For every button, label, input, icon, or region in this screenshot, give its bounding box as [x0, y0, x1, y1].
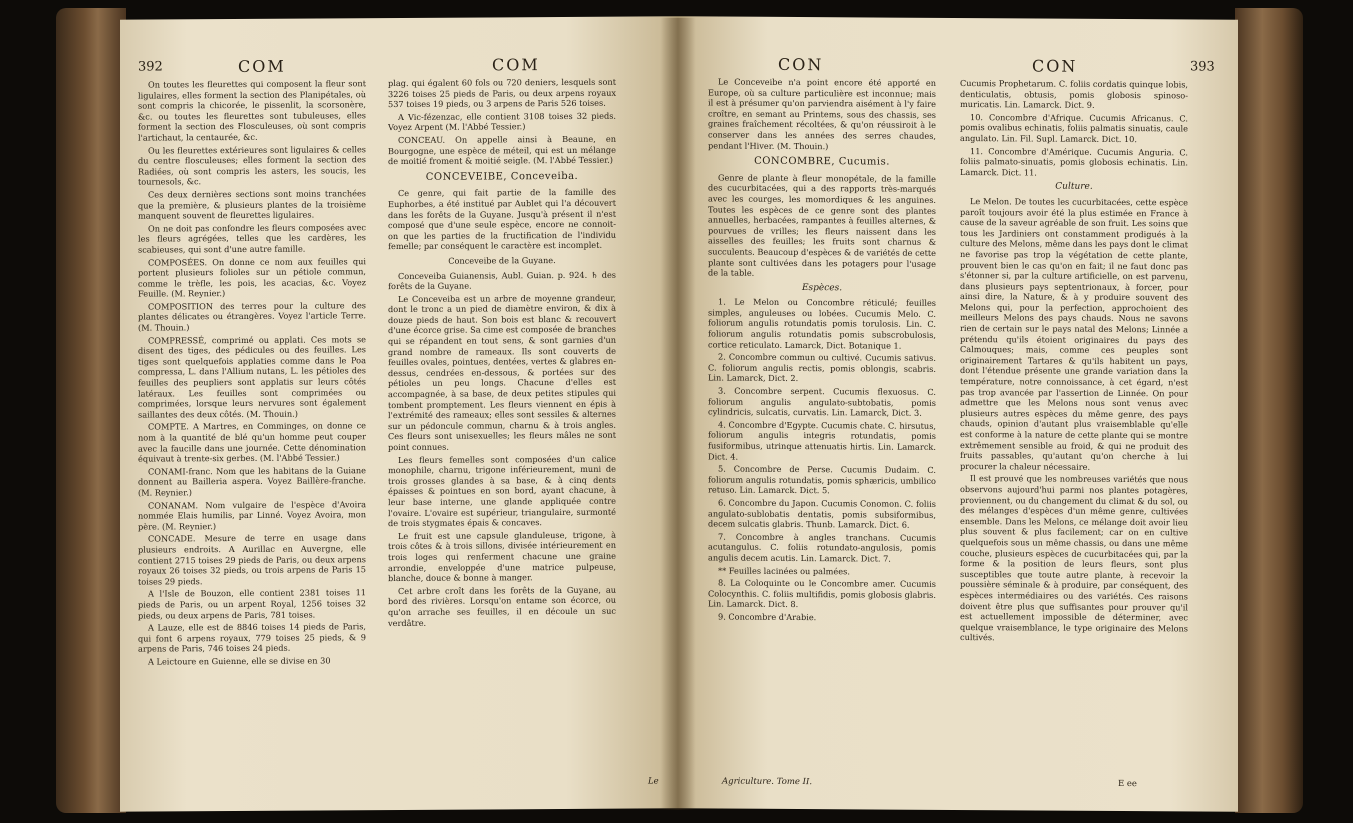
entry-text: COMPOSÉES. On donne ce nom aux feuilles qui portent plusieurs folioles sur un pétiole commun, comme le trèfle, les pois, les acacias, &c. Voyez Feuille. (M. Reynier.): [138, 255, 366, 299]
right-running-head: CON: [778, 54, 824, 75]
right-page: [678, 16, 1238, 811]
entry-text: plag. qui égalent 60 fols ou 720 deniers, lesquels sont 3226 toises 25 pieds de Paris, ou deux arpens royaux 537 toises 19 pieds, ou 3 arpens de Paris 526 toises.: [388, 76, 616, 110]
entry-text: A Vic-fézenzac, elle contient 3108 toises 32 pieds. Voyez Arpent (M. l'Abbé Tessier.): [388, 110, 616, 133]
entry-text: Le Conceveiba est un arbre de moyenne grandeur, dont le tronc a un pied de diamètre environ, & dix à douze pieds de haut. Son bois est blanc & recouvert d'une écorce grise. Sa cime est composée de branches qui se répandent en tout sens, & sont garnies d'un grand nombre de rameaux. Ils sont couverts de feuilles ovales, pointues, dentées, vertes & glabres en-dessus, cendrées en-dessous, & portées sur des pétioles un peu longs. Chacune d'elles est accompagnée, à sa base, de deux petites stipules qui tombent promptement. Les fleurs viennent en épis à l'extrémité des rameaux; elles sont sessiles & alternes sur un pédoncule commun, charnu & à trois angles. Ces fleurs sont unisexuelles; les fleurs mâles ne sont point connues.: [388, 292, 616, 453]
right-column-1: [708, 76, 936, 625]
entry-text: Le fruit est une capsule glanduleuse, trigone, à trois côtes & à trois sillons, divisée intérieurement en trois loges qui renferment chacune une graine arrondie, enveloppée d'une matrice pulpeuse, blanche, douce & bonne à manger.: [388, 529, 616, 584]
right-column-2: [960, 78, 1188, 646]
entry-text: 9. Concombre d'Arabie.: [718, 611, 817, 623]
section-heading: Culture.: [1055, 181, 1093, 193]
entry-text: 4. Concombre d'Egypte. Cucumis chate. C. hirsutus, foliorum angulis integris rotundatis, pomis fusiformibus, utrinque attenuatis hirtis. Lin. Lamarck. Dict. 4.: [708, 419, 936, 462]
entry-text: Conceveiba Guianensis, Aubl. Guian. p. 924. ♄ des forêts de la Guyane.: [388, 269, 616, 292]
left-running-head-2: COM: [492, 55, 540, 75]
entry-title: CONCEVEIBE, Conceveiba.: [425, 170, 579, 183]
volume-footer: Agriculture. Tome II.: [722, 776, 813, 788]
catch-word: Le: [648, 776, 659, 787]
entry-text: Il est prouvé que les nombreuses variétés que nous observons aujourd'hui parmi nos plantes potagères, proviennent, ou du changement du climat & du sol, ou des mélanges d'espèces d'un même genre, cultivées ensemble. Dans les Melons, ce mélange doit avoir lieu plus souvent & plus facilement; car on en cultive quelquefois sous un même chassis, ou dans une même couche, plusieurs espèces de cucurbitacées qui, par la forme & la position de leurs fleurs, sont plus susceptibles que toute autre plante, à recevoir la poussière séminale & à produire, par conséquent, des espèces intermédiaires ou des variétés. Ces raisons doivent être plus que suffisantes pour prouver qu'il est actuellement impossible de déterminer, avec quelque vraisemblance, le type originaire des Melons cultivés.: [960, 473, 1188, 643]
entry-text: ** Feuilles lacinées ou palmées.: [718, 565, 850, 576]
entry-text: CONAMI-franc. Nom que les habitans de la Guiane donnent au Bailleria aspera. Voyez Baillère-franche. (M. Reynier.): [138, 464, 366, 498]
entry-text: On ne doit pas confondre les fleurs composées avec les fleurs agrégées, telles que les cardères, les scabieuses, qui sont d'une autre famille.: [138, 221, 366, 255]
entry-text: Cucumis Prophetarum. C. foliis cordatis quinque lobis, denticulatis, obtusis, pomis globosis spinoso-muricatis. Lin. Lamarck. Dict. 9.: [960, 78, 1188, 111]
entry-text: COMPOSITION des terres pour la culture des plantes délicates ou étrangères. Voyez l'article Terre. (M. Thouin.): [138, 300, 366, 333]
entry-text: Le Conceveibe n'a point encore été apporté en Europe, où sa culture particulière est inconnue; mais il est à présumer qu'on parviendra aisément à l'y faire croître, en semant au Printems, sous des chassis, ses graines fraîchement récoltées, & qu'on réussiroit à le conserver dans les années des serres chaudes, pendant l'Hiver. (M. Thouin.): [708, 76, 936, 151]
left-column-1: [138, 78, 366, 669]
left-page: [120, 16, 678, 811]
entry-text: Ce genre, qui fait partie de la famille des Euphorbes, a été institué par Aublet qui l'a découvert dans les forêts de la Guyane. Jusqu'à présent il n'est composé que d'une seule espèce, encore ne connoit-on que les parties de la fructification de l'individu femelle; par conséquent le caractère est incomplet.: [388, 187, 616, 252]
entry-text: Ou les fleurettes extérieures sont ligulaires & celles du centre flosculeuses; elles forment la section des Radiées, où sont compris les asters, les soucis, les tournesols, &c.: [138, 143, 366, 187]
entry-text: Le Melon. De toutes les cucurbitacées, cette espèce paroît toujours avoir été la plus estimée en France à cause de la saveur agréable de son fruit. Les soins que tous les Jardiniers ont constamment prodigués à la culture des Melons, même dans les pays dont le climat ne favorise pas trop la végétation de cette plante, prouvent bien le cas qu'on en fait; il ne faut donc pas s'étonner si, par la culture artificielle, on est parvenu, dans plusieurs pays septentrionaux, à forcer, pour ainsi dire, la Nature, & à y produire souvent des Melons qui, pour la perfection, approchoient des meilleurs Melons des pays chauds. Nous ne savons rien de certain sur le pays natal des Melons; Linnée a prétendu qu'ils étoient originaires du pays des Calmouques; mais, comme ces peuples sont originairement Tartares & qu'ils habitent un pays, dont l'étendue présente une grande variation dans la température, notre connoissance, à cet égard, n'est pas trop avancée par l'assertion de Linnée. On pour admettre que les Melons nous sont venus avec plusieurs autres espèces du même genre, des pays chauds, opinion d'autant plus vraisemblable qu'elle est conforme à la nature de cette plante qui se montre extrêmement sensible au froid, & qui ne produit des fruits passables, qu'autant qu'on cherche à lui procurer la chaleur nécessaire.: [960, 196, 1188, 472]
entry-text: 2. Concombre commun ou cultivé. Cucumis sativus. C. foliorum angulis rectis, pomis oblongis, scabris. Lin. Lamarck, Dict. 2.: [708, 351, 936, 384]
left-column-2: [388, 77, 616, 630]
left-page-number: 392: [138, 59, 163, 75]
entry-text: 5. Concombre de Perse. Cucumis Dudaim. C. foliorum angulis rotundatis, pomis sphæricis, umbilico retuso. Lin. Lamarck. Dict. 5.: [708, 463, 936, 496]
entry-text: CONCADE. Mesure de terre en usage dans plusieurs endroits. A Aurillac en Auvergne, elle contient 2715 toises 29 pieds de Paris, ou deux arpens royaux 26 toises 32 pieds, ou trois arpens de Paris 15 toises 29 pieds.: [138, 532, 366, 587]
entry-text: 7. Concombre à angles tranchans. Cucumis acutangulus. C. foliis rotundato-angulosis, pomis angulis decem acutis. Lin. Lamarck. Dict. 7.: [708, 531, 936, 564]
left-running-head: COM: [238, 56, 286, 76]
entry-text: A Leictoure en Guienne, elle se divise en 30: [148, 655, 331, 667]
book-cover-right: [1235, 8, 1303, 813]
entry-text: CONCEAU. On appelle ainsi à Beaune, en Bourgogne, une espèce de méteil, qui est un mélange de moitié froment & moitié seigle. (M. l'Abbé Tessier.): [388, 133, 616, 167]
book-gutter: [660, 18, 696, 810]
entry-text: Ces deux dernières sections sont moins tranchées que la première, & plusieurs plantes de la troisième manquent souvent de fleurettes ligulaires.: [138, 188, 366, 221]
entry-text: COMPRESSÉ, comprimé ou applati. Ces mots se disent des tiges, des pédicules ou des feuilles. Les tiges sont quelquefois applaties comme dans le Poa compressa, L. dans l'Allium nutans, L. les pétioles des feuilles des peupliers sont applatis sur leurs côtés latéraux. Les feuilles sont comprimées ou comprimées, lorsque leurs nervures sont également saillantes des deux côtés. (M. Thouin.): [138, 333, 366, 420]
entry-text: A Lauze, elle est de 8846 toises 14 pieds de Paris, qui font 6 arpens royaux, 779 toises 25 pieds, & 9 arpens de Paris, 746 toises 24 pieds.: [138, 621, 366, 654]
entry-text: 1. Le Melon ou Concombre réticulé; feuilles simples, anguleuses ou lobées. Cucumis Melo. C. foliorum angulis rotundatis pomis torulosis. Lin. C. foliorum angulis rotundatis pomis subscrobulosis, cortice reticulato. Lamarck, Dict. Botanique 1.: [708, 296, 936, 351]
entry-text: Cet arbre croît dans les forêts de la Guyane, au bord des rivières. Lorsqu'on entame son écorce, ou qu'on arrache ses feuilles, il en découle un suc verdâtre.: [388, 584, 616, 628]
entry-title: CONCOMBRE, Cucumis.: [754, 155, 890, 168]
entry-text: 11. Concombre d'Amérique. Cucumis Anguria. C. foliis palmato-sinuatis, pomis globosis echinatis. Lin. Lamarck. Dict. 11.: [960, 145, 1188, 178]
book-cover-left: [56, 8, 126, 813]
section-heading: Espèces.: [801, 282, 843, 293]
entry-text: 10. Concombre d'Afrique. Cucumis Africanus. C. pomis ovalibus echinatis, foliis palmatis sinuatis, caule angulato. Lin. Fil. Supl. Lamarck. Dict. 10.: [960, 111, 1188, 145]
entry-text: 8. La Coloquinte ou le Concombre amer. Cucumis Colocynthis. C. foliis multifidis, pomis globosis glabris. Lin. Lamarck. Dict. 8.: [708, 577, 936, 610]
entry-text: Genre de plante à fleur monopétale, de la famille des cucurbitacées, qui a des rapports très-marqués avec les courges, les momordiques & les anguines. Toutes les espèces de ce genre sont des plantes annuelles, herbacées, rampantes à feuilles alternes, & pourvues de vrilles; les fleurs naissent dans les aisselles des feuilles; les fruits sont charnus & succulents. Beaucoup d'espèces & de variétés de cette plante sont cultivées dans les potagers pour l'usage de la table.: [708, 172, 936, 278]
right-running-head-2: CON: [1032, 56, 1078, 76]
entry-text: A l'Isle de Bouzon, elle contient 2381 toises 11 pieds de Paris, ou un arpent Royal, 1256 toises 32 pieds, ou deux arpens de Paris, 781 toises.: [138, 587, 366, 621]
right-page-number: 393: [1190, 59, 1215, 75]
entry-text: 6. Concombre du Japon. Cucumis Conomon. C. foliis angulato-sublobatis dentatis, pomis subsiformibus, decem sulcatis glabris. Thunb. Lamarck. Dict. 6.: [708, 497, 936, 530]
entry-text: COMPTE. A Martres, en Comminges, on donne ce nom à la quantité de blé qu'un homme peut couper avec la faucille dans une journée. Cette dénomination équivaut à trente-six gerbes. (M. l'Abbé Tessier.): [138, 420, 366, 464]
entry-text: 3. Concombre serpent. Cucumis flexuosus. C. foliorum angulis angulato-subtobatis, pomis cylindricis, sulcatis, curvatis. Lin. Lamarck, Dict. 3.: [708, 385, 936, 418]
entry-text: Les fleurs femelles sont composées d'un calice monophile, charnu, trigone inférieurement, muni de trois grosses glandes à sa base, & à cinq dents épaisses & pointues en son bord, ayant chacune, à leur base interne, une glande appliquée contre l'ovaire. L'ovaire est supérieur, triangulaire, surmonté de trois stygmates épais & concaves.: [388, 453, 616, 529]
species-heading: Conceveibe de la Guyane.: [448, 254, 556, 266]
signature-mark: E ee: [1118, 778, 1137, 790]
entry-text: CONANAM. Nom vulgaire de l'espèce d'Avoira nommée Elais humilis, par Linné. Voyez Avoira, mon père. (M. Reynier.): [138, 498, 366, 532]
entry-text: On toutes les fleurettes qui composent la fleur sont ligulaires, elles forment la section des Planipétales, où sont compris la chicorée, le pissenlit, la scorsonère, &c. ou toutes les fleurettes sont tubuleuses, elles forment la section des Flosculeuses, où sont compris l'artichaut, la centaurée, &c.: [138, 78, 366, 143]
